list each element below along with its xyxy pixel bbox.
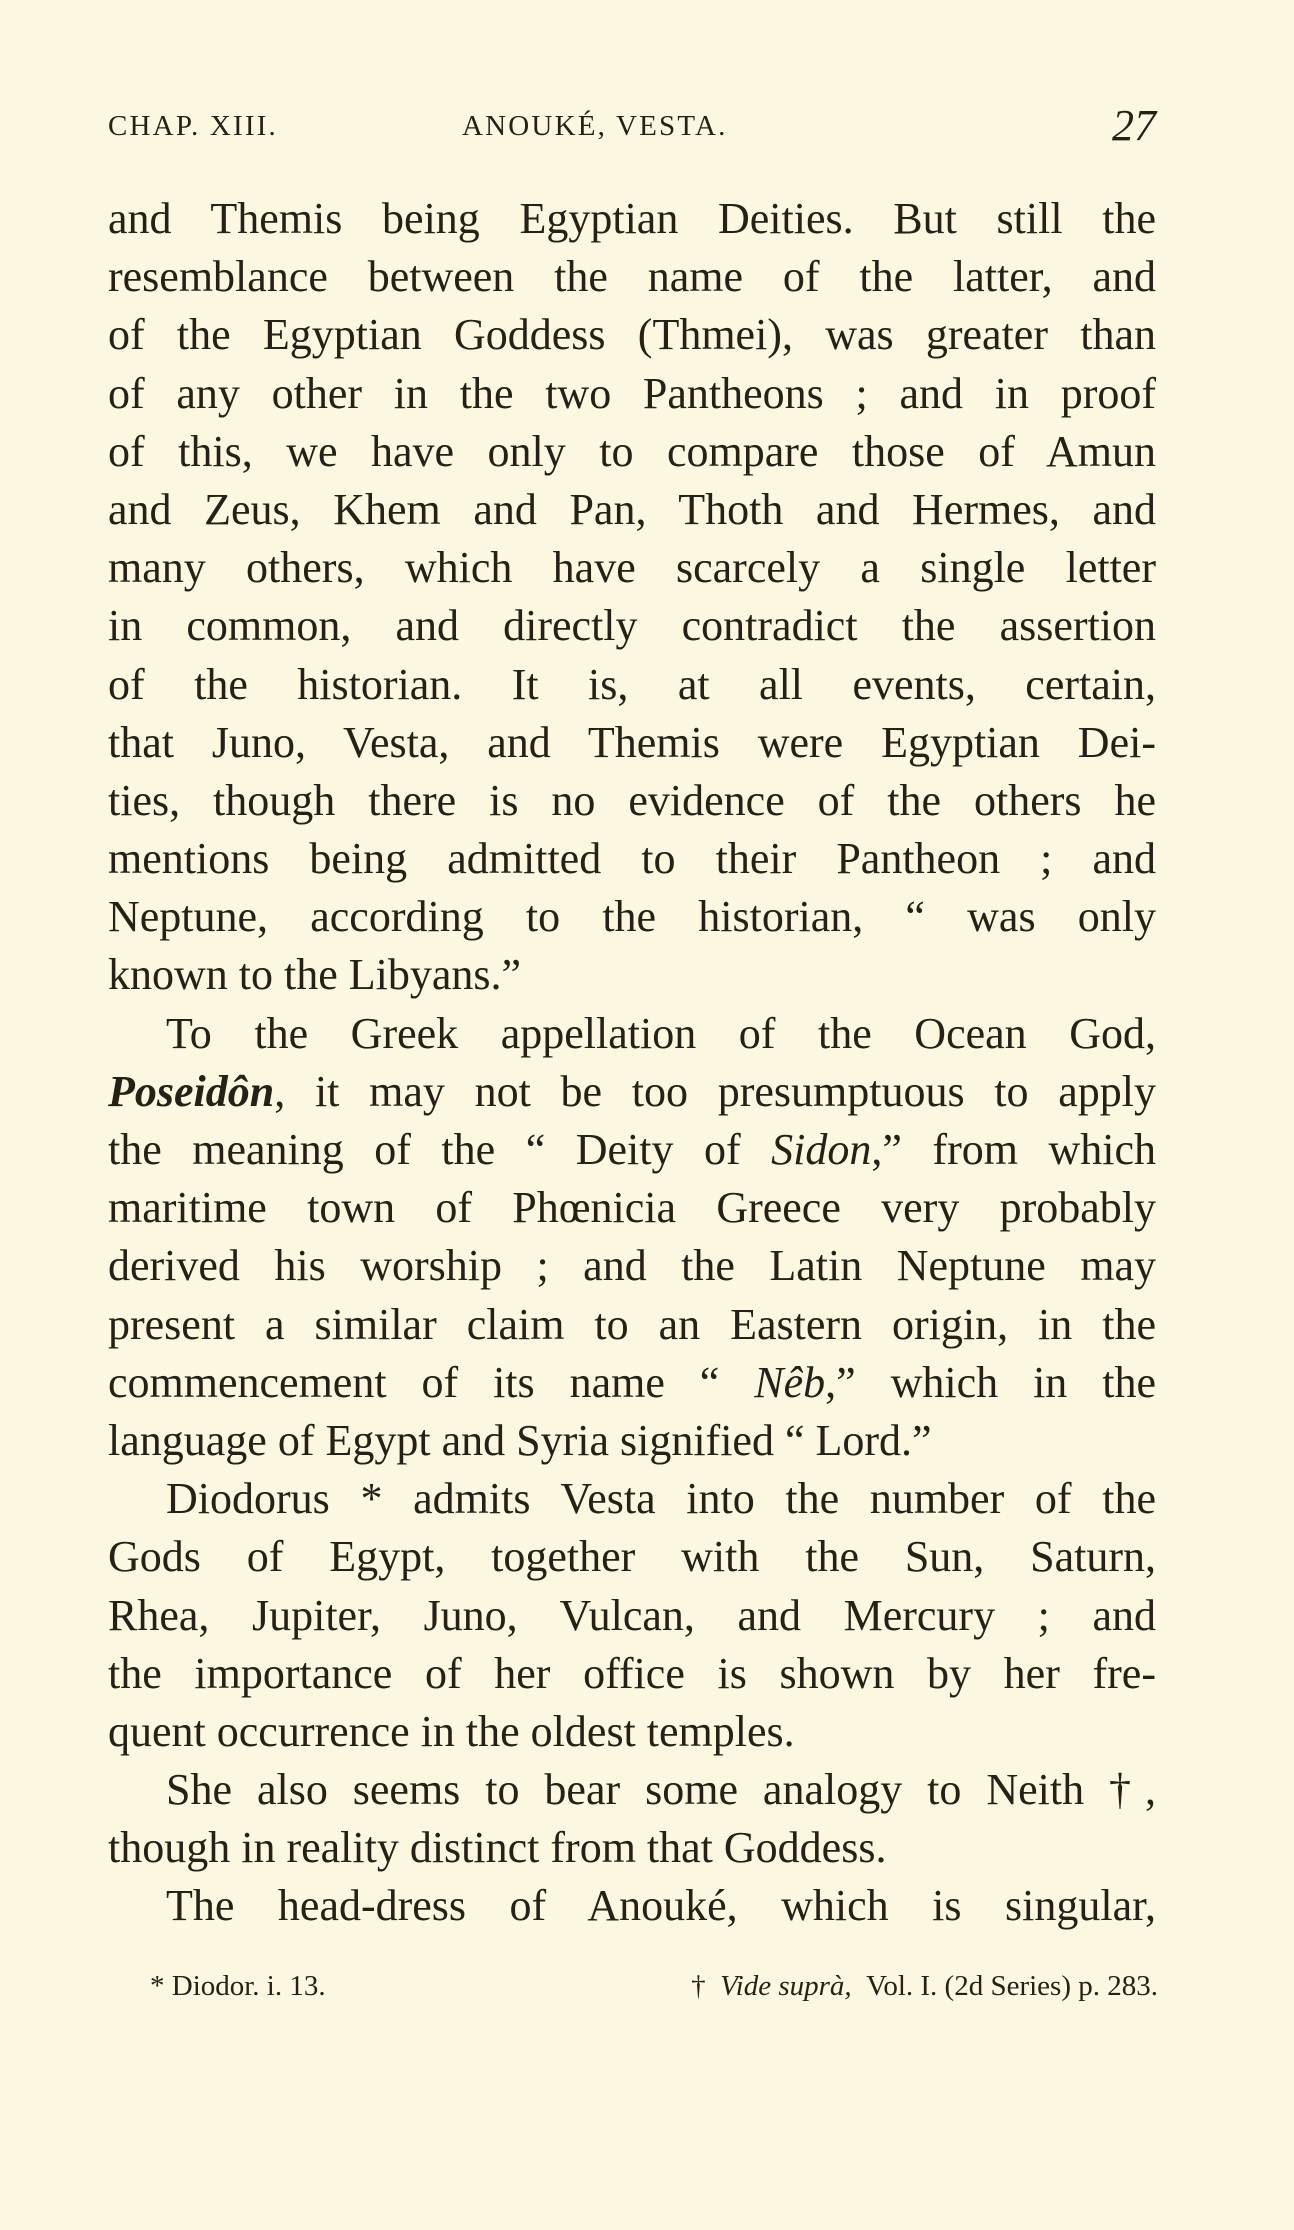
- text-line: and Zeus, Khem and Pan, Thoth and Hermes, and: [108, 484, 1156, 534]
- text-line: language of Egypt and Syria signified “ Lord.”: [108, 1415, 932, 1465]
- text-line: of the Egyptian Goddess (Thmei), was greater than: [108, 310, 1156, 360]
- text-line: commencement of its name “ Nêb,” which in the: [108, 1357, 1156, 1407]
- footnote-vide: [691, 1970, 1158, 2003]
- footnotes: [150, 1970, 1158, 2010]
- text-line: She also seems to bear some analogy to Neith †,: [166, 1765, 1156, 1815]
- text-line: ties, though there is no evidence of the others he: [108, 775, 1156, 825]
- text-line: derived his worship ; and the Latin Neptune may: [108, 1241, 1156, 1291]
- text-line: Neptune, according to the historian, “ was only: [108, 892, 1156, 942]
- text-line: To the Greek appellation of the Ocean God,: [166, 1008, 1156, 1058]
- dagger-mark: †: [691, 1970, 706, 2002]
- footnote-vide-supra: Vide suprà,: [720, 1970, 852, 2002]
- text-line: The head-dress of Anouké, which is singular,: [166, 1881, 1156, 1931]
- running-header: [108, 100, 1156, 160]
- text-line: mentions being admitted to their Pantheon ; and: [108, 834, 1156, 884]
- footnote-volume-ref: Vol. I. (2d Series) p. 283.: [866, 1970, 1158, 2002]
- text-line: Rhea, Jupiter, Juno, Vulcan, and Mercury ; and: [108, 1590, 1156, 1640]
- running-title: ANOUKÉ, VESTA.: [462, 110, 728, 142]
- text-line: though in reality distinct from that Goddess.: [108, 1823, 887, 1873]
- text-line: of the historian. It is, at all events, certain,: [108, 659, 1156, 709]
- text-line: resemblance between the name of the latter, and: [108, 252, 1156, 302]
- text-line: that Juno, Vesta, and Themis were Egyptian Dei-: [108, 717, 1156, 767]
- footnote-diodorus: * Diodor. i. 13.: [150, 1970, 326, 2002]
- text-line: Gods of Egypt, together with the Sun, Saturn,: [108, 1532, 1156, 1582]
- text-line: in common, and directly contradict the assertion: [108, 601, 1156, 651]
- text-line: the meaning of the “ Deity of Sidon,” from which: [108, 1125, 1156, 1174]
- text-line: Poseidôn, it may not be too presumptuous to apply: [108, 1066, 1156, 1116]
- page-number: 27: [1112, 101, 1156, 150]
- text-line: maritime town of Phœnicia Greece very probably: [108, 1183, 1156, 1233]
- text-line: quent occurrence in the oldest temples.: [108, 1706, 795, 1756]
- text-line: Diodorus * admits Vesta into the number of the: [166, 1474, 1156, 1524]
- body-text: [108, 190, 1156, 1936]
- text-line: known to the Libyans.”: [108, 950, 522, 1000]
- chapter-label: CHAP. XIII.: [108, 110, 279, 142]
- text-line: the importance of her office is shown by her fre-: [108, 1648, 1156, 1698]
- text-line: of this, we have only to compare those of Amun: [108, 426, 1156, 476]
- text-line: and Themis being Egyptian Deities. But still the: [108, 194, 1156, 243]
- text-line: many others, which have scarcely a single letter: [108, 543, 1156, 593]
- text-line: of any other in the two Pantheons ; and in proof: [108, 368, 1156, 418]
- text-line: present a similar claim to an Eastern origin, in the: [108, 1299, 1156, 1349]
